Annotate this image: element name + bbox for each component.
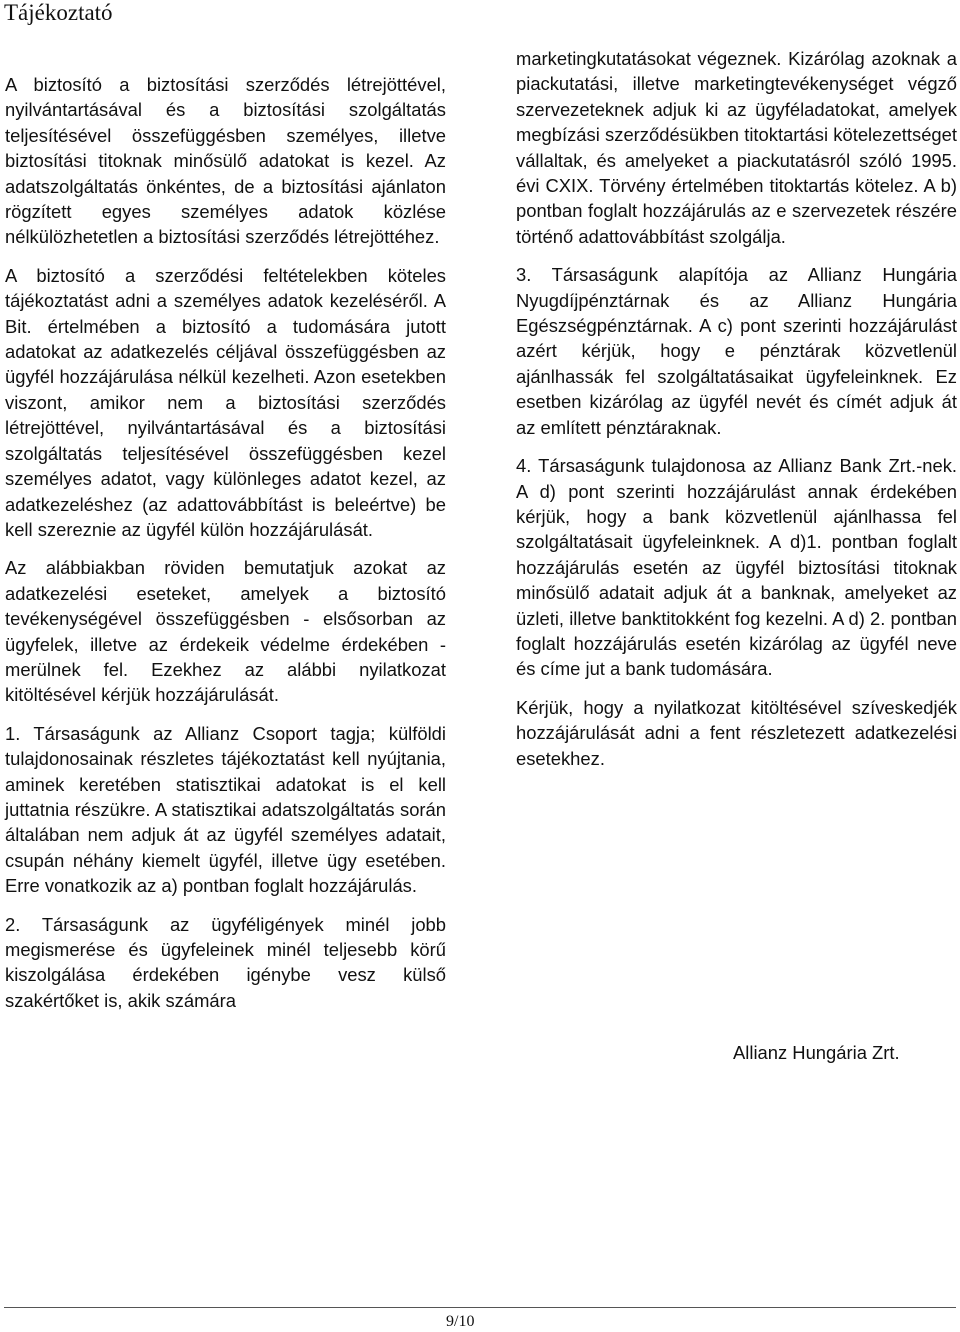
item-2-continued-paragraph: marketingkutatásokat végeznek. Kizárólag azoknak a piackutatási, illetve marketingtevékenységet végző szervezeteknek adjuk ki az ügyféladatokat, amelyek megbízási szerződésükben titoktartási kötelezettséget vállaltak, és amelyeket a piackutatásról szóló 1995. évi CXIX. Törvény értelmében titoktartás kötelez. A b) pontban foglalt hozzájárulás az e szervezetek részére történő adattovábbítást szolgálja.	[516, 48, 957, 247]
item-1-paragraph: 1. Társaságunk az Allianz Csoport tagja; külföldi tulajdonosainak részletes tájékoztatást kell nyújtania, aminek keretében statisztikai adatokat is el kell juttatnia részükre. A statisztikai adatszolgáltatás során általában nem adjuk át az ügyfél személyes adatait, csupán néhány kiemelt ügyfél, illetve ügy esetében. Erre vonatkozik az a) pontban foglalt hozzájárulás.	[5, 722, 446, 897]
overview-paragraph: Az alábbiakban röviden bemutatjuk azokat az adatkezelési eseteket, amelyek a biztosító tevékenységével összefüggésben - elsősorban az ügyfelek, illetve az érdekeik védelme érdekében - merülnek fel. Ezekhez az alábbi nyilatkozat kitöltésével kérjük hozzájárulását.	[5, 557, 446, 706]
item-4-paragraph: 4. Társaságunk tulajdonosa az Allianz Bank Zrt.-nek. A d) pont szerinti hozzájárulást annak érdekében kérjük, hogy a bank közvetlenül ajánlhassa fel szolgáltatásait ügyfeleinknek. A d)1. pontban foglalt hozzájárulás esetén az ügyfél biztosítási titoknak minősülő adatait adjuk át a banknak, amelyeket az üzleti, illetve banktitokként fog kezelni. A d) 2. pontban foglalt hozzájárulás esetén kizárólag az ügyfél neve és címe jut a bank tudomására.	[516, 455, 957, 680]
intro-paragraph: A biztosító a biztosítási szerződés létrejöttével, nyilvántartásával és a biztosítási szolgáltatás teljesítésével összefüggésben személyes, illetve biztosítási titoknak minősülő adatokat is kezel. Az adatszolgáltatás önkéntes, de a biztosítási ajánlaton rögzített egyes személyes adatok közlése nélkülözhetetlen a biztosítási szerződés létrejöttéhez.	[5, 74, 446, 248]
item-3-paragraph: 3. Társaságunk alapítója az Allianz Hungária Nyugdíjpénztárnak és az Allianz Hungária Egészségpénztárnak. A c) pont szerinti hozzájárulást azért kérjük, hogy e pénztárak közvetlenül ajánlhassák fel szolgáltatásaikat ügyfeleinknek. Ez esetben kizárólag az ügyfél nevét és címét adjuk át az említett pénztáraknak.	[516, 264, 957, 438]
legal-basis-paragraph: A biztosító a szerződési feltételekben köteles tájékoztatást adni a személyes adatok kezeléséről. A Bit. értelmében a biztosító a tudomására jutott adatokat az adatkezelés céljával összefüggésben az ügyfél hozzájárulása nélkül kezelheti. Azon esetekben viszont, amikor nem a biztosítási szerződés létrejöttével, nyilvántartásával és a biztosítási szolgáltatás teljesítésével összefüggésben kezel személyes adatot, vagy különleges adatot kezel, az adatkezeléshez (az adattovábbítást is beleértve) be kell szereznie az ügyfél külön hozzájárulását.	[5, 264, 446, 540]
page-title: Tájékoztató	[4, 0, 113, 25]
footer-divider	[4, 1307, 956, 1308]
company-signature: Allianz Hungária Zrt.	[733, 1042, 900, 1063]
closing-request-paragraph: Kérjük, hogy a nyilatkozat kitöltésével szíveskedjék hozzájárulását adni a fent részletezett adatkezelési esetekhez.	[516, 696, 957, 769]
right-column	[516, 46, 957, 784]
item-2-paragraph: 2. Társaságunk az ügyféligények minél jobb megismerése és ügyfeleinek minél teljesebb körű kiszolgálása érdekében igénybe vesz külső szakértőket is, akik számára	[5, 913, 446, 1011]
left-column	[5, 72, 446, 1026]
page-number: 9/10	[446, 1313, 475, 1330]
